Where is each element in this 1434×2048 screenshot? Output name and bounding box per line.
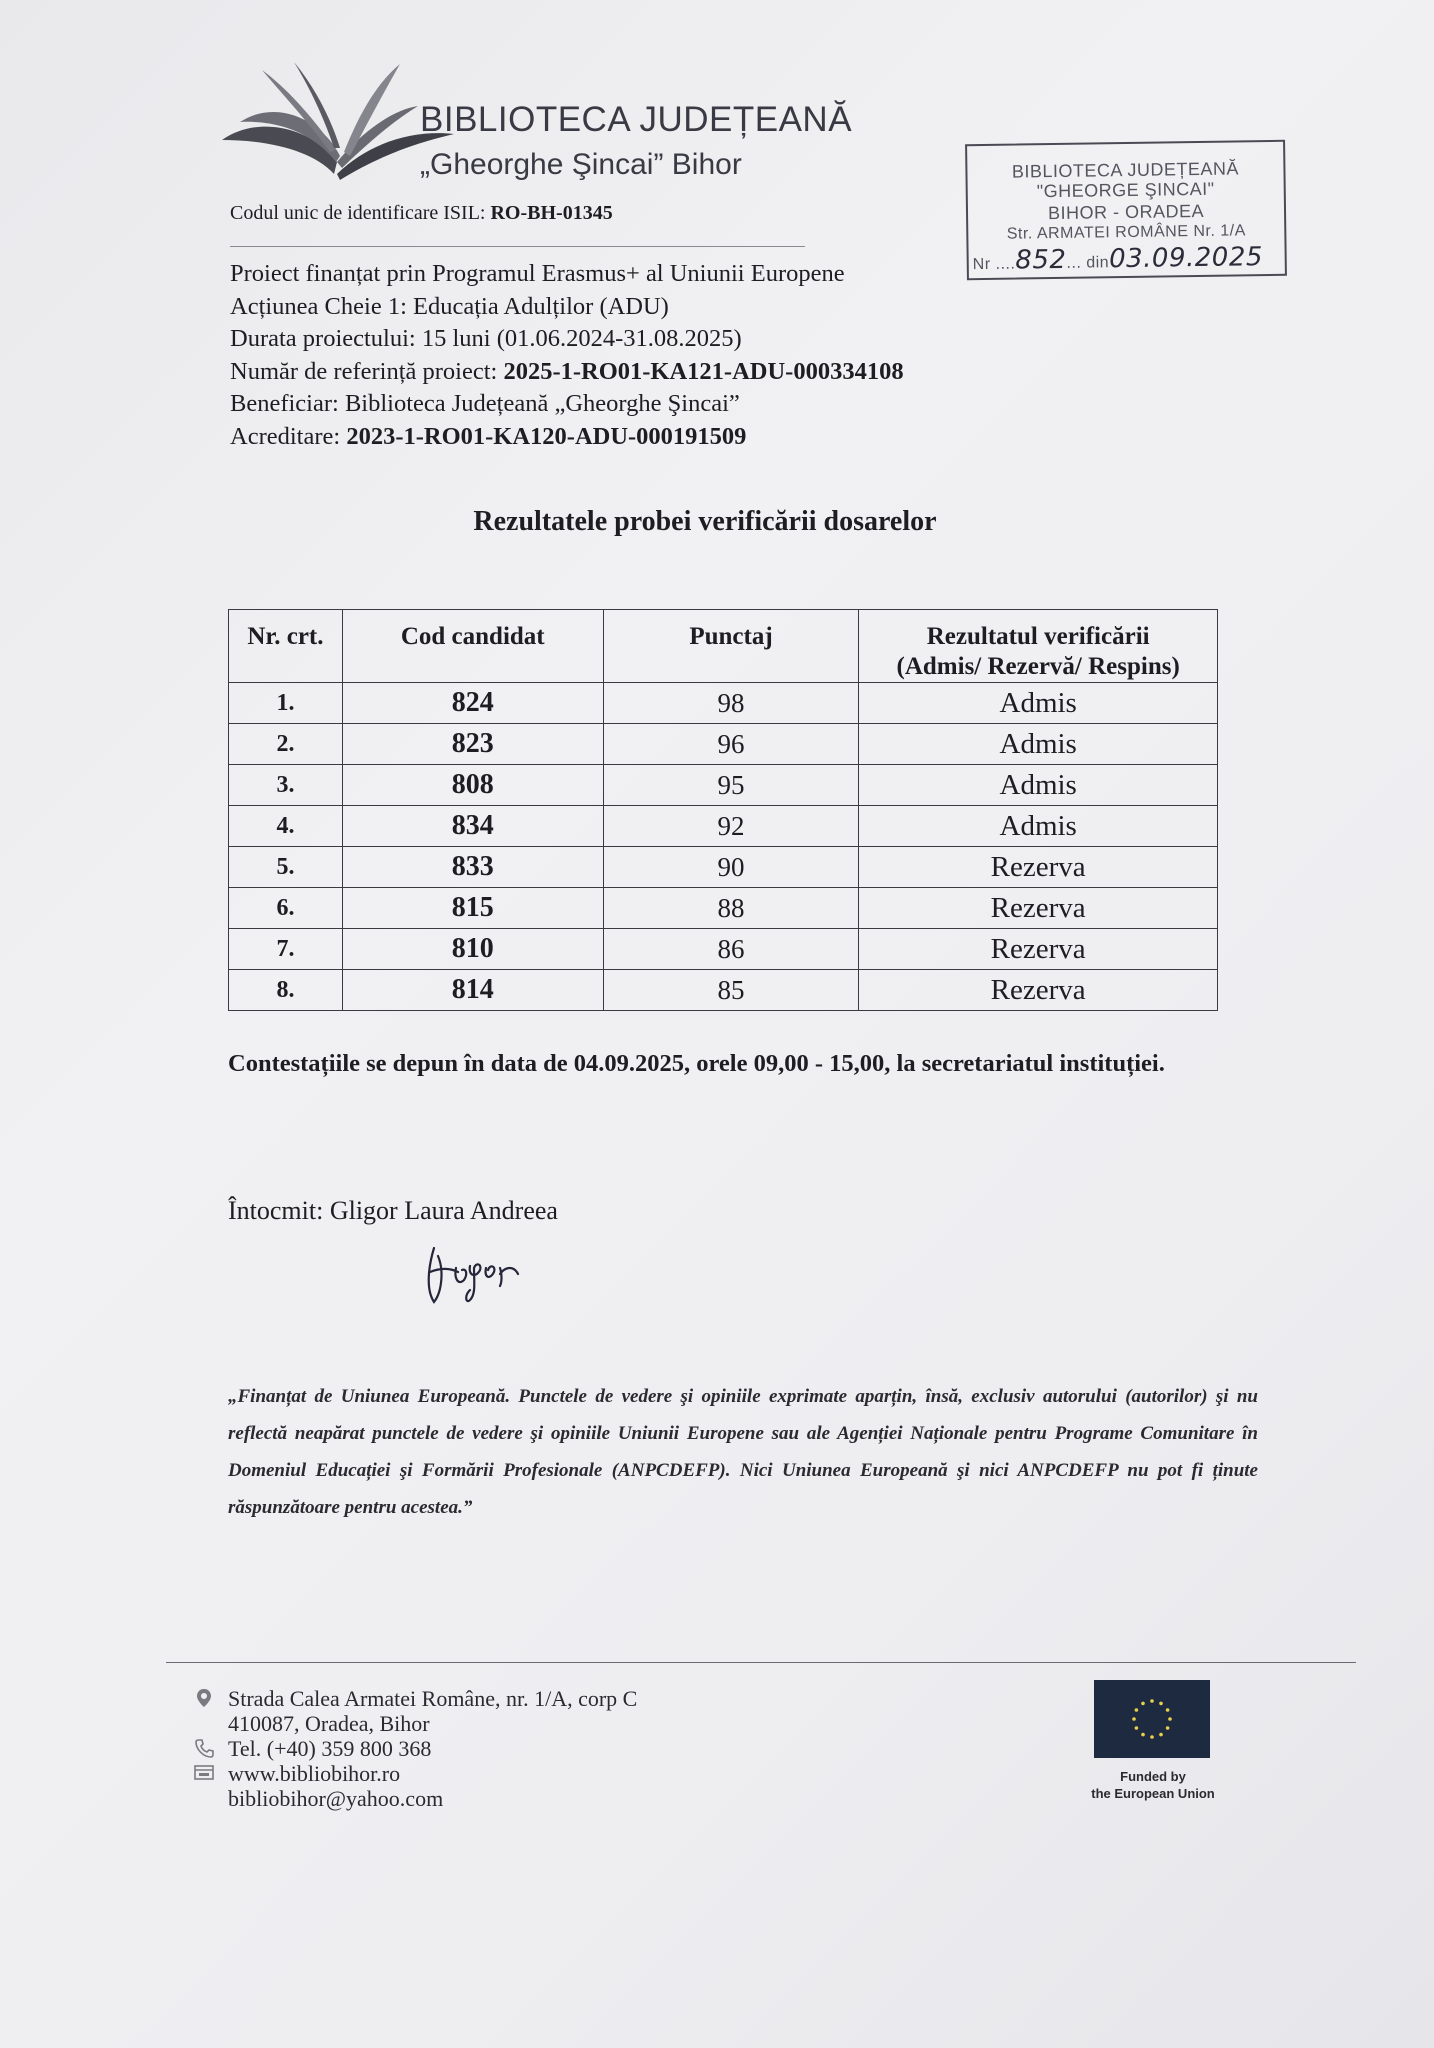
document-title: Rezultatele probei verificării dosarelor (473, 506, 937, 537)
header-rezultat-line1: Rezultatul verificării (926, 623, 1150, 650)
cell-rezultat: Admis (859, 724, 1218, 765)
table-row (229, 847, 1218, 888)
project-accreditation-label: Acreditare: (230, 422, 347, 450)
website-link[interactable]: www.bibliobihor.ro (228, 1761, 401, 1786)
cell-nr: 3. (229, 765, 343, 806)
stamp-date-value: 03.09.2025 (1108, 242, 1264, 275)
cell-punctaj: 92 (603, 806, 859, 847)
table-row (229, 888, 1218, 929)
cell-cod: 808 (342, 765, 603, 806)
cell-nr: 5. (229, 847, 343, 888)
table-header-row (229, 610, 1218, 683)
cell-cod: 834 (342, 806, 603, 847)
stamp-line-1: BIBLIOTECA JUDEȚEANĂ (1011, 158, 1240, 182)
stamp-line-3: BIHOR - ORADEA (1047, 200, 1205, 224)
cell-punctaj: 86 (603, 929, 859, 970)
website-line (194, 1761, 637, 1786)
eu-funding-line1: Funded by (1120, 1769, 1186, 1784)
stamp-nr-label: Nr .... (972, 255, 1016, 274)
project-accreditation (230, 421, 904, 454)
library-subtitle: „Gheorghe Şincai” Bihor (420, 148, 742, 181)
isil-code-line (230, 202, 613, 225)
project-duration: Durata proiectului: 15 luni (01.06.2024-31.08.2025) (230, 325, 742, 352)
cell-nr: 8. (229, 970, 343, 1011)
eu-funding-label (1070, 1768, 1236, 1802)
table-row (229, 970, 1218, 1011)
project-beneficiary: Beneficiar: Biblioteca Județeană „Gheorghe Şincai” (230, 390, 740, 417)
phone-number[interactable]: Tel. (+40) 359 800 368 (228, 1736, 432, 1761)
header-divider (230, 246, 805, 247)
contact-footer (194, 1686, 637, 1811)
header-cod: Cod candidat (342, 610, 603, 683)
stamp-line-2: "GHEORGE ŞINCAI" (1036, 178, 1215, 202)
table-row (229, 724, 1218, 765)
prepared-by: Întocmit: Gligor Laura Andreea (228, 1196, 558, 1225)
header-nr: Nr. crt. (229, 610, 343, 683)
project-action: Acțiunea Cheie 1: Educația Adulților (ADU) (230, 292, 669, 320)
footer-divider (166, 1662, 1356, 1663)
stamp-line-4: Str. ARMATEI ROMÂNE Nr. 1/A (1006, 222, 1246, 243)
cell-rezultat: Admis (859, 765, 1218, 806)
cell-punctaj: 85 (603, 970, 859, 1011)
cell-cod: 823 (342, 724, 603, 765)
phone-line (194, 1736, 637, 1761)
table-row (229, 806, 1218, 847)
registration-stamp (965, 140, 1287, 280)
email-line (194, 1786, 637, 1811)
stamp-nr-value: 852 (1015, 244, 1067, 276)
cell-rezultat: Rezerva (859, 847, 1218, 888)
phone-icon (194, 1738, 214, 1758)
stamp-number-line (972, 242, 1263, 276)
cell-rezultat: Admis (859, 806, 1218, 847)
results-table (228, 609, 1218, 1011)
table-row (229, 765, 1218, 806)
address-line-1: Strada Calea Armatei Române, nr. 1/A, corp C (228, 1686, 638, 1711)
cell-cod: 810 (342, 929, 603, 970)
cell-rezultat: Rezerva (859, 888, 1218, 929)
eu-stars-icon (1094, 1680, 1210, 1758)
email-link[interactable]: bibliobihor@yahoo.com (228, 1786, 444, 1811)
table-row (229, 929, 1218, 970)
cell-nr: 1. (229, 683, 343, 724)
project-reference (230, 356, 904, 389)
library-name: BIBLIOTECA JUDEȚEANĂ (420, 100, 853, 139)
cell-rezultat: Rezerva (859, 970, 1218, 1011)
header-punctaj: Punctaj (603, 610, 859, 683)
header-rezultat-line2: (Admis/ Rezervă/ Respins) (896, 653, 1180, 680)
cell-punctaj: 95 (603, 765, 859, 806)
map-pin-icon (194, 1688, 214, 1708)
appeals-notice: Contestațiile se depun în data de 04.09.2025, orele 09,00 - 15,00, la secretariatul instituției. (228, 1050, 1165, 1077)
address-line-2-row (194, 1711, 637, 1736)
cell-rezultat: Rezerva (859, 929, 1218, 970)
isil-label: Codul unic de identificare ISIL: (230, 202, 491, 224)
cell-rezultat: Admis (859, 683, 1218, 724)
cell-nr: 4. (229, 806, 343, 847)
stamp-din-label: ... din (1066, 254, 1110, 272)
cell-nr: 7. (229, 929, 343, 970)
cell-punctaj: 88 (603, 888, 859, 929)
eu-disclaimer: „Finanțat de Uniunea Europeană. Punctele de vedere şi opiniile exprimate aparțin, însă, exclusiv autorului (autorilor) şi nu reflectă neapărat punctele de vedere şi opiniile Uniunii Europene sau ale Agenției Naționale pentru Programe Comunitare în Domeniul Educației şi Formării Profesionale (ANPCDEFP). Nici Uniunea Europeană şi nici ANPCDEFP nu pot fi ținute răspunzătoare pentru acestea.” (228, 1386, 1258, 1518)
address-line (194, 1686, 637, 1711)
cell-cod: 815 (342, 888, 603, 929)
project-program: Proiect finanțat prin Programul Erasmus+ al Uniunii Europene (230, 260, 845, 287)
web-icon (194, 1763, 214, 1783)
eu-funding-line2: the European Union (1091, 1786, 1215, 1801)
table-row (229, 683, 1218, 724)
header-rezultat (859, 610, 1218, 683)
isil-code: RO-BH-01345 (490, 202, 613, 224)
eu-flag-icon (1094, 1680, 1210, 1758)
project-info (230, 258, 904, 453)
cell-cod: 824 (342, 683, 603, 724)
cell-nr: 6. (229, 888, 343, 929)
cell-cod: 814 (342, 970, 603, 1011)
cell-nr: 2. (229, 724, 343, 765)
address-line-2: 410087, Oradea, Bihor (228, 1711, 430, 1736)
cell-cod: 833 (342, 847, 603, 888)
cell-punctaj: 96 (603, 724, 859, 765)
cell-punctaj: 98 (603, 683, 859, 724)
project-accreditation-value: 2023-1-RO01-KA120-ADU-000191509 (346, 422, 747, 450)
project-reference-value: 2025-1-RO01-KA121-ADU-000334108 (503, 357, 904, 385)
handwritten-signature (420, 1238, 530, 1308)
cell-punctaj: 90 (603, 847, 859, 888)
project-reference-label: Număr de referință proiect: (230, 357, 504, 385)
